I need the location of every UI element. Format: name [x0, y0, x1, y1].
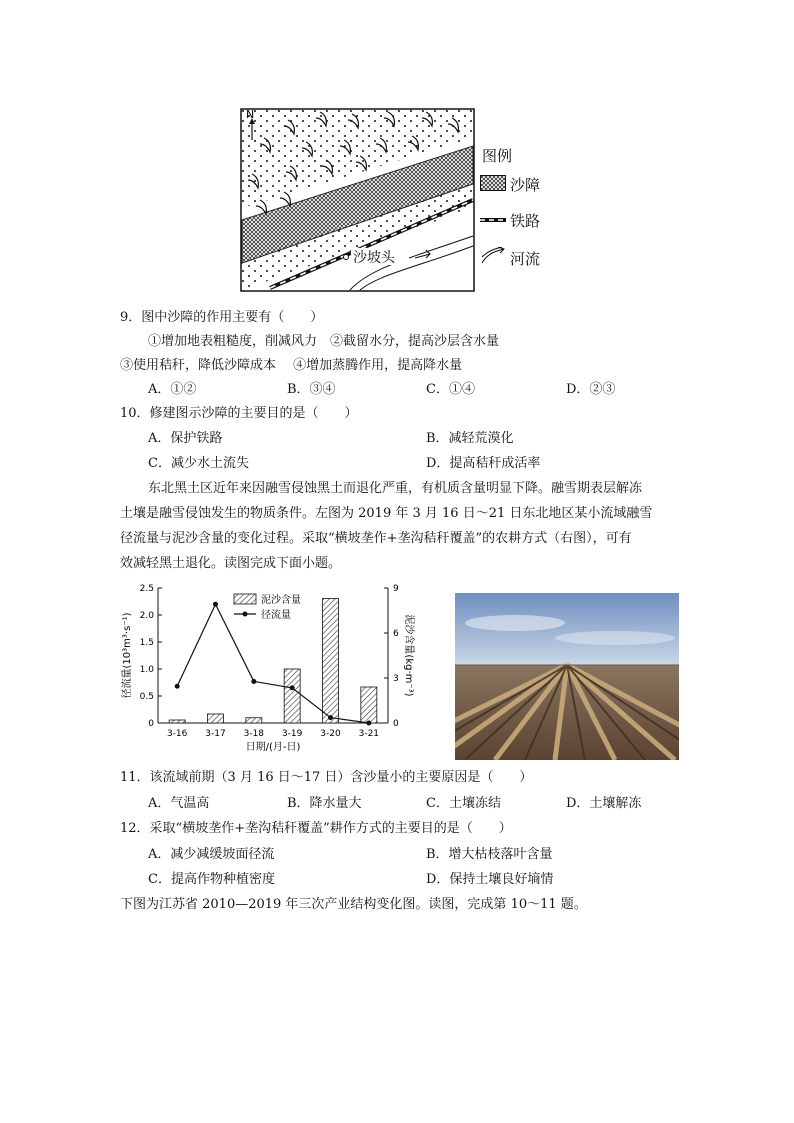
q11-option-c[interactable]: C．土壤冻结	[426, 796, 501, 811]
right-tick-label: 0	[393, 719, 399, 729]
q11-stem: 11．该流域前期（3 月 16 日～17 日）含沙量小的主要原因是（ ）	[120, 770, 533, 785]
x-tick-label: 3-19	[281, 729, 303, 739]
right-tick-label: 6	[393, 629, 399, 639]
sand-barrier-swatch	[480, 175, 506, 191]
railway-swatch	[480, 215, 506, 225]
legend-runoff-label: 径流量	[261, 610, 291, 621]
passage-line-2: 土壤是融雪侵蚀发生的物质条件。左图为 2019 年 3 月 16 日～21 日东北地区某小流域融雪	[120, 506, 653, 521]
left-tick-label: 0	[148, 719, 154, 729]
legend-sediment-label: 泥沙含量	[261, 595, 301, 606]
q10-option-d[interactable]: D．提高秸秆成活率	[426, 456, 541, 471]
q11-option-a[interactable]: A．气温高	[148, 796, 210, 811]
sediment-bar	[208, 714, 224, 723]
q12-option-b[interactable]: B．增大枯枝落叶含量	[426, 847, 553, 862]
runoff-point	[328, 715, 333, 720]
q10-option-a[interactable]: A．保护铁路	[148, 431, 223, 446]
q9-stem: 9．图中沙障的作用主要有（ ）	[120, 310, 324, 325]
left-tick-label: 2.5	[139, 584, 154, 594]
q9-option-b[interactable]: B．③④	[287, 382, 336, 397]
q12-option-c[interactable]: C．提高作物种植密度	[148, 872, 275, 887]
footer-intro: 下图为江苏省 2010—2019 年三次产业结构变化图。读图，完成第 10～11 题。	[120, 897, 587, 912]
x-tick-label: 3-20	[320, 729, 341, 739]
runoff-point	[175, 684, 180, 689]
x-tick-label: 3-17	[205, 729, 226, 739]
passage-line-4: 效减轻黑土退化。读图完成下面小题。	[120, 556, 342, 571]
q12-option-a[interactable]: A．减少减缓坡面径流	[148, 847, 275, 862]
sediment-bar	[169, 720, 185, 723]
q10-stem: 10．修建图示沙障的主要目的是（ ）	[120, 406, 358, 421]
map-legend	[480, 145, 550, 275]
q9-statement-1: ①增加地表粗糙度，削减风力 ②截留水分，提高沙层含水量	[148, 334, 500, 349]
runoff-point	[213, 602, 218, 607]
right-axis-title: 泥沙含量(kg·m⁻³)	[403, 614, 414, 697]
sediment-bar	[246, 718, 262, 723]
right-tick-label: 3	[393, 674, 399, 684]
river-swatch	[480, 247, 506, 265]
sediment-bar	[361, 687, 377, 723]
q9-statement-2: ③使用秸秆，降低沙障成本 ④增加蒸腾作用，提高降水量	[120, 358, 463, 373]
q10-option-b[interactable]: B．减轻荒漠化	[426, 431, 514, 446]
sediment-bar	[323, 599, 339, 724]
runoff-point	[366, 721, 371, 726]
q9-option-d[interactable]: D．②③	[566, 382, 616, 397]
runoff-line	[177, 604, 369, 723]
right-tick-label: 9	[393, 584, 399, 594]
runoff-point	[290, 685, 295, 690]
x-tick-label: 3-21	[358, 729, 380, 739]
x-axis-title: 日期/(月-日)	[245, 742, 301, 753]
left-tick-label: 1.0	[139, 665, 154, 675]
q12-stem: 12．采取“横坡垄作+垄沟秸秆覆盖”耕作方式的主要目的是（ ）	[120, 821, 512, 836]
legend-label-river: 河流	[510, 250, 541, 268]
passage-line-3: 径流量与泥沙含量的变化过程。采取“横坡垄作+垄沟秸秆覆盖”的农耕方式（右图），可有	[120, 531, 632, 546]
runoff-sediment-chart	[118, 578, 418, 758]
q9-option-a[interactable]: A．①②	[148, 382, 197, 397]
x-tick-label: 3-16	[166, 729, 188, 739]
runoff-point	[251, 679, 256, 684]
q11-option-b[interactable]: B．降水量大	[287, 796, 362, 811]
q11-option-d[interactable]: D．土壤解冻	[566, 796, 642, 811]
q9-option-c[interactable]: C．①④	[426, 382, 475, 397]
legend-label-railway: 铁路	[510, 212, 541, 230]
passage-line-1: 东北黑土区近年来因融雪侵蚀黑土而退化严重，有机质含量明显下降。融雪期表层解冻	[148, 481, 643, 496]
svg-text:N: N	[246, 108, 255, 121]
legend-line-dot	[243, 612, 248, 617]
sediment-bar	[284, 669, 300, 723]
legend-label-sand-barrier: 沙障	[510, 176, 541, 194]
left-tick-label: 2.0	[139, 611, 154, 621]
q12-option-d[interactable]: D．保持土壤良好墒情	[426, 872, 554, 887]
left-tick-label: 1.5	[139, 638, 154, 648]
left-axis-title: 径流量(10³m³·s⁻¹)	[122, 612, 133, 699]
ridge-tillage-photo	[455, 593, 679, 760]
town-label: 沙坡头	[353, 250, 395, 266]
legend-bar-swatch	[234, 594, 256, 604]
left-tick-label: 0.5	[139, 692, 154, 702]
q10-option-c[interactable]: C．减少水土流失	[148, 456, 249, 471]
legend-title: 图例	[482, 147, 513, 165]
x-tick-label: 3-18	[243, 729, 265, 739]
desert-map	[240, 108, 476, 292]
